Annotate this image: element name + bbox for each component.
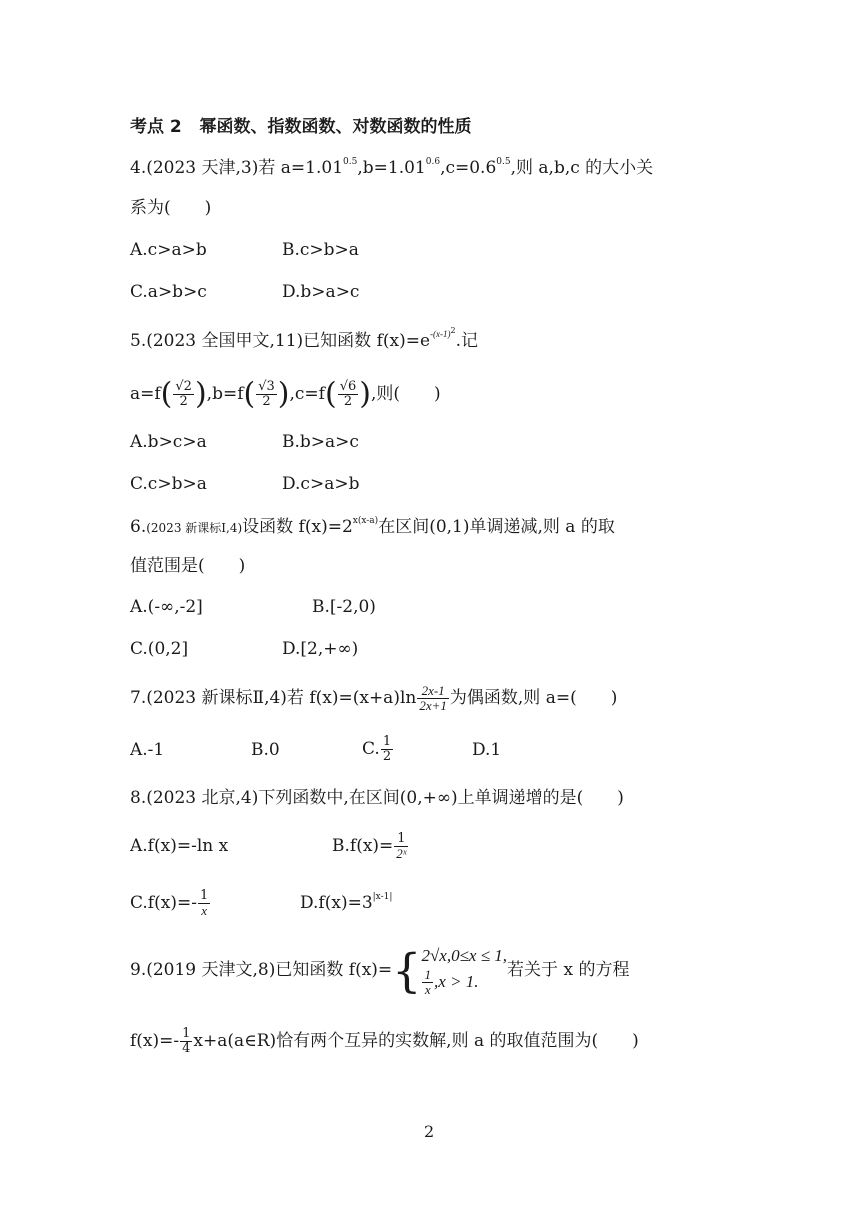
q7-option-c[interactable]: C. $\frac{1}{2}$ — [362, 734, 392, 764]
q4-stem-2: 系为( ) — [130, 198, 212, 218]
q5-stem-2: a=f( $\frac{√2}{2}$ ),b=f( $\frac{√3}{2}$ ),c=f( $\frac{√6}{2}$ ),则( ) — [130, 376, 441, 412]
q7-frac: $\frac{2x-1}{2x+1}$ — [419, 683, 447, 713]
q9-stem-2: f(x)=- $\frac{1}{4}$ x+a(a∈R)恰有两个互异的实数解,则 a 的取值范围为( ) — [130, 1026, 639, 1056]
q5-c-frac: $\frac{√6}{2}$ — [339, 379, 357, 409]
q5-b-frac: $\frac{√3}{2}$ — [258, 379, 275, 409]
q6-exp: x(x-a) — [352, 516, 379, 526]
section-heading — [130, 115, 472, 139]
q7-stem — [130, 680, 617, 716]
q5-option-d[interactable]: D.c>a>b — [282, 474, 360, 494]
q9-brace: { — [392, 943, 422, 998]
q5-text: .记 — [455, 331, 479, 351]
q6-source: (2023 新课标Ⅰ,4) — [146, 521, 243, 535]
section-title: 幂函数、指数函数、对数函数的性质 — [199, 117, 472, 137]
q8-option-d[interactable]: $D.f(x)=3^{|x-1|}$ — [300, 892, 393, 913]
q5-a-frac: $\frac{√2}{2}$ — [175, 379, 192, 409]
q6-option-b[interactable]: B.[-2,0) — [312, 597, 376, 617]
q7-text: 为偶函数,则 a=( ) — [449, 688, 618, 708]
q5-stem — [130, 326, 479, 353]
q5-exp: -(x-1) — [430, 329, 451, 339]
q6-option-d[interactable]: D.[2,+∞) — [282, 639, 359, 659]
q6-num: 6. — [130, 517, 147, 537]
q7-option-a[interactable]: A.-1 — [130, 740, 165, 760]
q5-exp2: 2 — [450, 326, 456, 335]
q8-stem: 8.(2023 北京,4)下列函数中,在区间(0,+∞)上单调递增的是( ) — [130, 788, 624, 808]
q5-text: 5.(2023 全国甲文,11)已知函数 f(x)=e — [130, 331, 431, 351]
q4-exp: 0.6 — [425, 157, 441, 167]
q4-option-b[interactable]: B.c>b>a — [282, 240, 359, 260]
q4-option-d[interactable]: D.b>a>c — [282, 282, 360, 302]
q9-piecewise: 2√x,0≤x ≤ 1, $\frac{1}{x}$ ,x > 1. — [421, 946, 508, 997]
q6-option-c[interactable]: C.(0,2] — [130, 639, 189, 659]
q7-option-b[interactable]: B.0 — [251, 740, 280, 760]
q6-stem — [130, 515, 615, 540]
q6-text: 设函数 f(x)=2 — [242, 517, 353, 537]
section-label: 考点 2 — [130, 117, 182, 137]
q4-stem — [130, 156, 653, 180]
q4-text: ,则 a,b,c 的大小关 — [510, 158, 654, 178]
q4-text: ,c=0.6 — [440, 158, 497, 178]
q9-text: 若关于 x 的方程 — [507, 960, 630, 980]
q8-option-c[interactable]: C.f(x)=- $\frac{1}{x}$ — [130, 888, 209, 918]
q6-text: 在区间(0,1)单调递减,则 a 的取 — [378, 517, 615, 537]
q8-option-b[interactable]: B.f(x)= $\frac{1}{\text{2ˣ}}$ — [332, 831, 407, 861]
q5-a: a=f — [130, 384, 161, 404]
q5-b: ,b=f — [206, 384, 244, 404]
q7-option-d[interactable]: D.1 — [472, 740, 502, 760]
q6-stem-2: 值范围是( ) — [130, 556, 246, 576]
q4-text: ,b=1.01 — [357, 158, 426, 178]
q5-option-c[interactable]: C.c>b>a — [130, 474, 207, 494]
page-number: 2 — [424, 1122, 435, 1141]
q4-option-c[interactable]: C.a>b>c — [130, 282, 207, 302]
q6-option-a[interactable]: A.(-∞,-2] — [130, 597, 203, 617]
q9-stem — [130, 944, 629, 997]
q8-option-a[interactable]: A.f(x)=-ln x — [130, 836, 229, 856]
q5-c: ,c=f — [289, 384, 325, 404]
q7-text: 7.(2023 新课标Ⅱ,4)若 f(x)=(x+a)ln — [130, 688, 417, 708]
q5-option-a[interactable]: A.b>c>a — [130, 432, 207, 452]
q9-text: 9.(2019 天津文,8)已知函数 f(x)= — [130, 960, 393, 980]
q4-option-a[interactable]: A.c>a>b — [130, 240, 207, 260]
q4-exp: 0.5 — [343, 157, 358, 167]
q4-text: 4.(2023 天津,3)若 a=1.01 — [130, 158, 344, 178]
q4-exp: 0.5 — [496, 157, 511, 167]
q5-end: ,则( ) — [370, 384, 441, 404]
q5-option-b[interactable]: B.b>a>c — [282, 432, 359, 452]
